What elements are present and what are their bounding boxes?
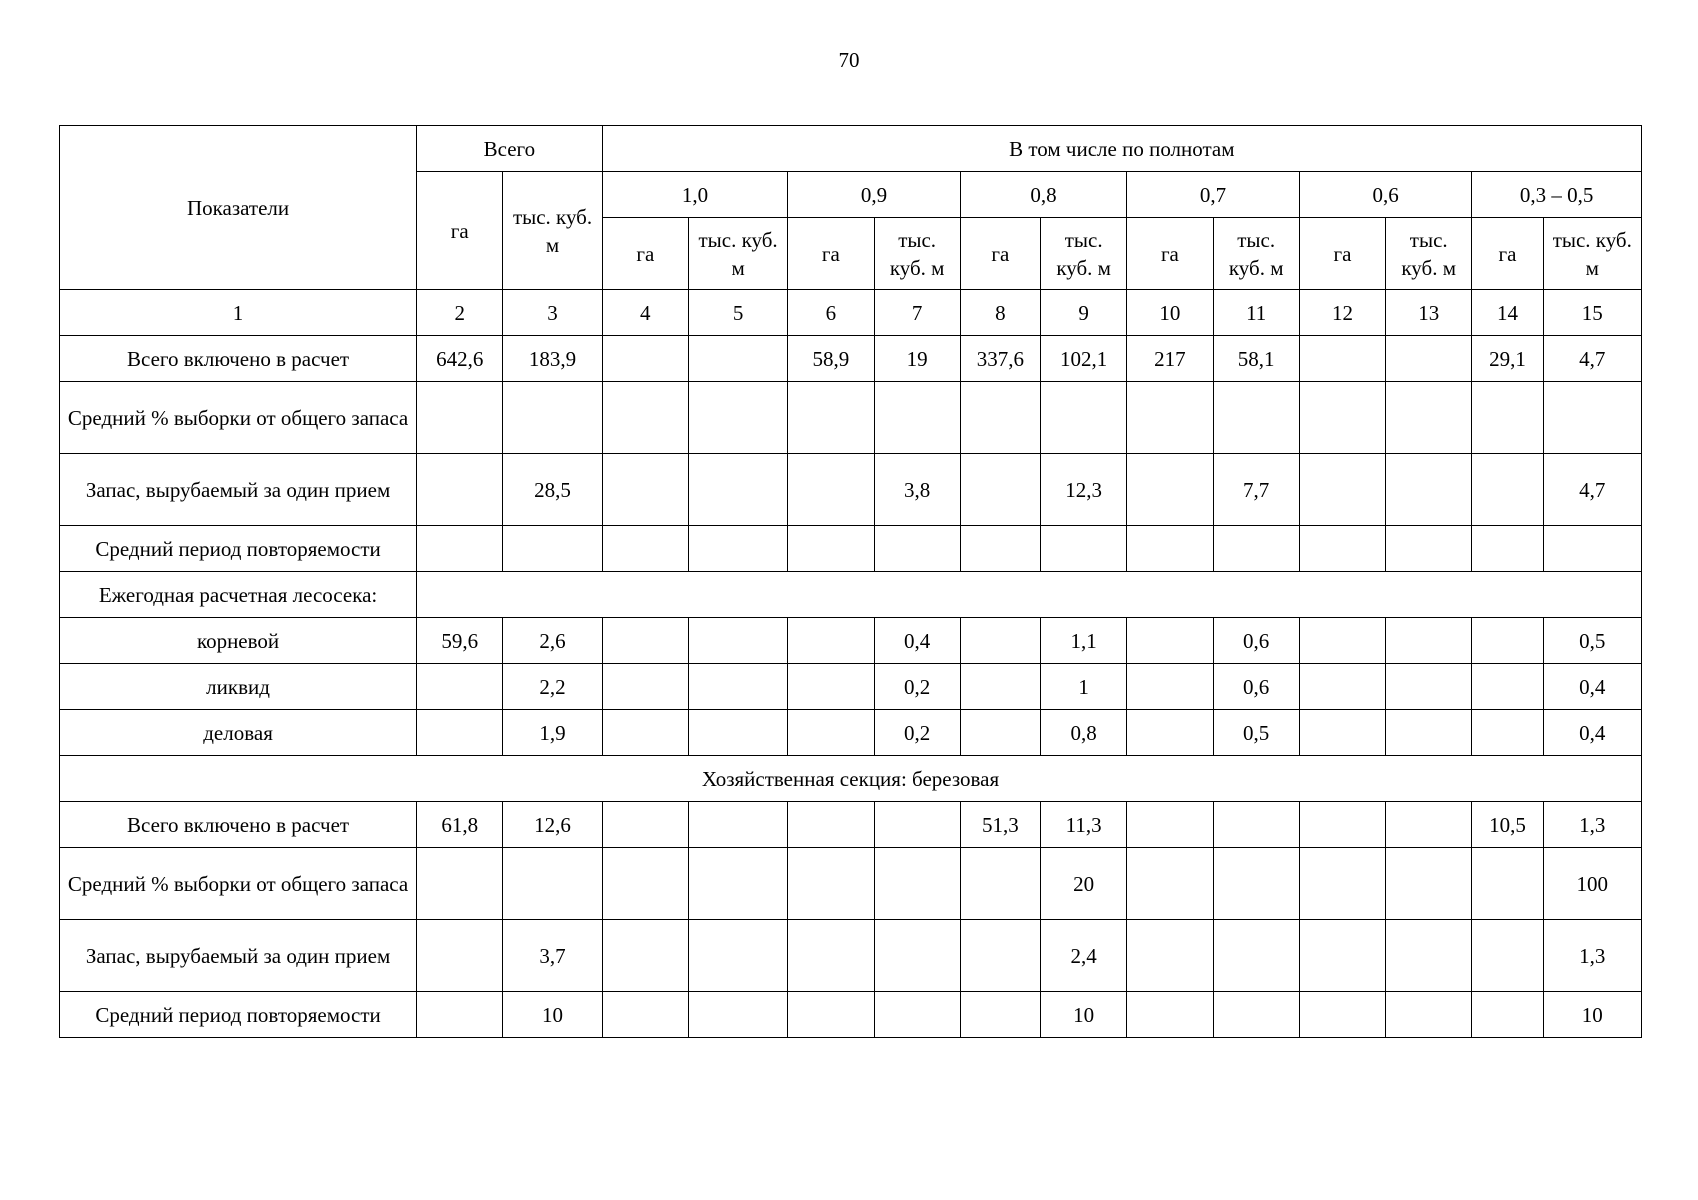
table-row [60, 802, 1642, 848]
column-numbers-row [60, 290, 1642, 336]
table-cell [1386, 336, 1472, 382]
row-label: Средний % выборки от общего запаса [60, 848, 417, 920]
table-cell [788, 920, 874, 992]
table-row [60, 664, 1642, 710]
table-cell [688, 526, 787, 572]
table-cell [602, 664, 688, 710]
table-cell [1386, 992, 1472, 1038]
table-cell: 11,3 [1041, 802, 1127, 848]
table-cell [1472, 710, 1543, 756]
table-cell [1386, 618, 1472, 664]
table-cell [1472, 992, 1543, 1038]
table-cell [688, 848, 787, 920]
table-cell [1127, 618, 1213, 664]
table-cell: 59,6 [417, 618, 503, 664]
table-row [60, 572, 1642, 618]
table-cell [874, 992, 960, 1038]
table-cell [503, 382, 602, 454]
table-cell: 4,7 [1543, 454, 1641, 526]
table-cell: 1,3 [1543, 802, 1641, 848]
table-cell: 217 [1127, 336, 1213, 382]
table-cell: 58,9 [788, 336, 874, 382]
table-cell: 19 [874, 336, 960, 382]
table-cell [960, 920, 1040, 992]
table-cell [688, 336, 787, 382]
table-cell: 0,4 [1543, 664, 1641, 710]
table-cell [1543, 526, 1641, 572]
table-cell [1472, 382, 1543, 454]
row-label: ликвид [60, 664, 417, 710]
table-cell: 102,1 [1041, 336, 1127, 382]
table-cell: 51,3 [960, 802, 1040, 848]
row-label: корневой [60, 618, 417, 664]
header-indicator: Показатели [60, 126, 417, 290]
section-title: Хозяйственная секция: березовая [60, 756, 1642, 802]
table-cell: 0,6 [1213, 664, 1299, 710]
table-cell [688, 710, 787, 756]
table-cell [688, 382, 787, 454]
header-row [60, 126, 1642, 172]
column-number: 14 [1472, 290, 1543, 336]
table-row [60, 710, 1642, 756]
table-cell: 0,5 [1213, 710, 1299, 756]
table-row [60, 756, 1642, 802]
table-cell [1299, 664, 1385, 710]
table-cell [960, 382, 1040, 454]
table-cell [688, 992, 787, 1038]
table-cell: 0,6 [1213, 618, 1299, 664]
table-cell [1386, 526, 1472, 572]
row-label: Запас, вырубаемый за один прием [60, 454, 417, 526]
table-cell [1127, 992, 1213, 1038]
table-cell: 0,4 [874, 618, 960, 664]
table-cell: 28,5 [503, 454, 602, 526]
header-unit-ha: га [602, 218, 688, 290]
table-cell [1213, 920, 1299, 992]
table-cell [788, 848, 874, 920]
table-cell [788, 802, 874, 848]
header-unit-ha: га [1299, 218, 1385, 290]
table-cell [1213, 848, 1299, 920]
table-row [60, 992, 1642, 1038]
table-cell: 61,8 [417, 802, 503, 848]
table-cell [1299, 710, 1385, 756]
table-row [60, 526, 1642, 572]
table-cell: 10,5 [1472, 802, 1543, 848]
table-cell [1213, 992, 1299, 1038]
table-cell [417, 454, 503, 526]
header-density: 0,9 [788, 172, 961, 218]
table-cell [1386, 802, 1472, 848]
table-cell: 10 [1041, 992, 1127, 1038]
header-unit-volume: тыс. куб. м [1041, 218, 1127, 290]
table-cell: 2,4 [1041, 920, 1127, 992]
table-cell [1472, 664, 1543, 710]
header-total-ha: га [417, 172, 503, 290]
table-cell: 1,9 [503, 710, 602, 756]
table-cell: 0,5 [1543, 618, 1641, 664]
table-cell [602, 526, 688, 572]
table-cell [788, 618, 874, 664]
column-number: 1 [60, 290, 417, 336]
table-cell: 0,2 [874, 710, 960, 756]
header-unit-ha: га [788, 218, 874, 290]
table-cell [1472, 454, 1543, 526]
table-cell: 1,1 [1041, 618, 1127, 664]
table-cell [1299, 802, 1385, 848]
table-cell [602, 454, 688, 526]
table-cell [960, 618, 1040, 664]
table-cell: 3,8 [874, 454, 960, 526]
table-cell: 642,6 [417, 336, 503, 382]
table-cell: 12,3 [1041, 454, 1127, 526]
header-density: 0,7 [1127, 172, 1300, 218]
forest-stock-table [59, 125, 1642, 1038]
table-cell [688, 920, 787, 992]
header-unit-ha: га [1127, 218, 1213, 290]
table-cell [602, 848, 688, 920]
header-density: 0,6 [1299, 172, 1472, 218]
header-unit-volume: тыс. куб. м [1386, 218, 1472, 290]
column-number: 5 [688, 290, 787, 336]
table-cell [1386, 664, 1472, 710]
table-cell [503, 526, 602, 572]
column-number: 4 [602, 290, 688, 336]
table-cell [960, 992, 1040, 1038]
table-cell [688, 664, 787, 710]
table-cell [1127, 710, 1213, 756]
table-cell [417, 382, 503, 454]
table-cell: 0,8 [1041, 710, 1127, 756]
table-cell [602, 710, 688, 756]
table-cell [1543, 382, 1641, 454]
table-cell [788, 454, 874, 526]
header-density: 0,3 – 0,5 [1472, 172, 1642, 218]
table-cell [874, 526, 960, 572]
table-cell [874, 802, 960, 848]
table-cell [688, 618, 787, 664]
table-cell: 183,9 [503, 336, 602, 382]
table-cell [1127, 454, 1213, 526]
row-label: Всего включено в расчет [60, 802, 417, 848]
table-cell [1127, 848, 1213, 920]
table-cell [602, 618, 688, 664]
table-cell [1127, 664, 1213, 710]
table-cell [688, 802, 787, 848]
table-cell [1472, 618, 1543, 664]
table-cell [960, 848, 1040, 920]
header-unit-volume: тыс. куб. м [1543, 218, 1641, 290]
table-cell [788, 526, 874, 572]
table-row [60, 920, 1642, 992]
table-cell [503, 848, 602, 920]
header-unit-ha: га [960, 218, 1040, 290]
table-cell [1386, 710, 1472, 756]
row-label: деловая [60, 710, 417, 756]
header-total: Всего [417, 126, 603, 172]
table-cell: 10 [503, 992, 602, 1038]
table-cell [1386, 848, 1472, 920]
table-cell: 2,6 [503, 618, 602, 664]
header-unit-volume: тыс. куб. м [1213, 218, 1299, 290]
table-cell [1041, 526, 1127, 572]
table-cell: 58,1 [1213, 336, 1299, 382]
row-label: Ежегодная расчетная лесосека: [60, 572, 417, 618]
header-unit-ha: га [1472, 218, 1543, 290]
table-cell: 0,4 [1543, 710, 1641, 756]
table-cell: 29,1 [1472, 336, 1543, 382]
table-cell [417, 848, 503, 920]
table-cell: 0,2 [874, 664, 960, 710]
table-cell [874, 920, 960, 992]
table-cell [602, 802, 688, 848]
table-cell [1299, 454, 1385, 526]
table-cell [874, 848, 960, 920]
table-cell [788, 710, 874, 756]
table-cell [788, 382, 874, 454]
column-number: 6 [788, 290, 874, 336]
header-unit-volume: тыс. куб. м [874, 218, 960, 290]
table-cell [1472, 920, 1543, 992]
table-cell [1213, 526, 1299, 572]
table-cell: 2,2 [503, 664, 602, 710]
row-label: Всего включено в расчет [60, 336, 417, 382]
row-label: Средний период повторяемости [60, 526, 417, 572]
table-cell [1041, 382, 1127, 454]
table-cell [417, 526, 503, 572]
table-cell: 1 [1041, 664, 1127, 710]
table-cell: 20 [1041, 848, 1127, 920]
table-cell [1472, 526, 1543, 572]
table-cell [1299, 992, 1385, 1038]
column-number: 2 [417, 290, 503, 336]
table-cell [1299, 526, 1385, 572]
table-cell [417, 992, 503, 1038]
table-cell [1299, 848, 1385, 920]
table-cell: 1,3 [1543, 920, 1641, 992]
page-number: 70 [838, 48, 860, 72]
table-cell: 12,6 [503, 802, 602, 848]
table-row [60, 848, 1642, 920]
column-number: 15 [1543, 290, 1641, 336]
table-cell [688, 454, 787, 526]
column-number: 7 [874, 290, 960, 336]
table-cell [1472, 848, 1543, 920]
table-cell [1127, 802, 1213, 848]
column-number: 12 [1299, 290, 1385, 336]
table-cell [960, 664, 1040, 710]
header-total-volume: тыс. куб. м [503, 172, 602, 290]
table-cell [1299, 920, 1385, 992]
blank-span-cell [417, 572, 1642, 618]
header-unit-volume: тыс. куб. м [688, 218, 787, 290]
table-cell [417, 920, 503, 992]
table-cell [602, 992, 688, 1038]
table-cell [874, 382, 960, 454]
column-number: 9 [1041, 290, 1127, 336]
table-cell [1299, 336, 1385, 382]
column-number: 8 [960, 290, 1040, 336]
header-density: 1,0 [602, 172, 788, 218]
table-cell: 10 [1543, 992, 1641, 1038]
row-label: Запас, вырубаемый за один прием [60, 920, 417, 992]
column-number: 3 [503, 290, 602, 336]
table-cell: 3,7 [503, 920, 602, 992]
table-cell [1299, 382, 1385, 454]
table-cell [602, 920, 688, 992]
table-cell [1213, 802, 1299, 848]
table-cell [602, 336, 688, 382]
table-cell [1299, 618, 1385, 664]
table-cell [1386, 454, 1472, 526]
table-cell [788, 992, 874, 1038]
table-row [60, 618, 1642, 664]
table-cell [602, 382, 688, 454]
table-cell: 4,7 [1543, 336, 1641, 382]
table-cell [1386, 382, 1472, 454]
table-row [60, 454, 1642, 526]
table-cell [960, 710, 1040, 756]
table-cell: 7,7 [1213, 454, 1299, 526]
table-cell [788, 664, 874, 710]
column-number: 13 [1386, 290, 1472, 336]
table-cell [1127, 382, 1213, 454]
table-cell [1127, 920, 1213, 992]
table-cell [417, 710, 503, 756]
table-row [60, 336, 1642, 382]
table-cell: 337,6 [960, 336, 1040, 382]
table-cell: 100 [1543, 848, 1641, 920]
column-number: 11 [1213, 290, 1299, 336]
row-label: Средний % выборки от общего запаса [60, 382, 417, 454]
table-cell [417, 664, 503, 710]
header-by-density: В том числе по полнотам [602, 126, 1641, 172]
table-cell [1213, 382, 1299, 454]
table-row [60, 382, 1642, 454]
table-cell [960, 454, 1040, 526]
column-number: 10 [1127, 290, 1213, 336]
header-density: 0,8 [960, 172, 1127, 218]
table-cell [960, 526, 1040, 572]
table-cell [1386, 920, 1472, 992]
table-cell [1127, 526, 1213, 572]
row-label: Средний период повторяемости [60, 992, 417, 1038]
